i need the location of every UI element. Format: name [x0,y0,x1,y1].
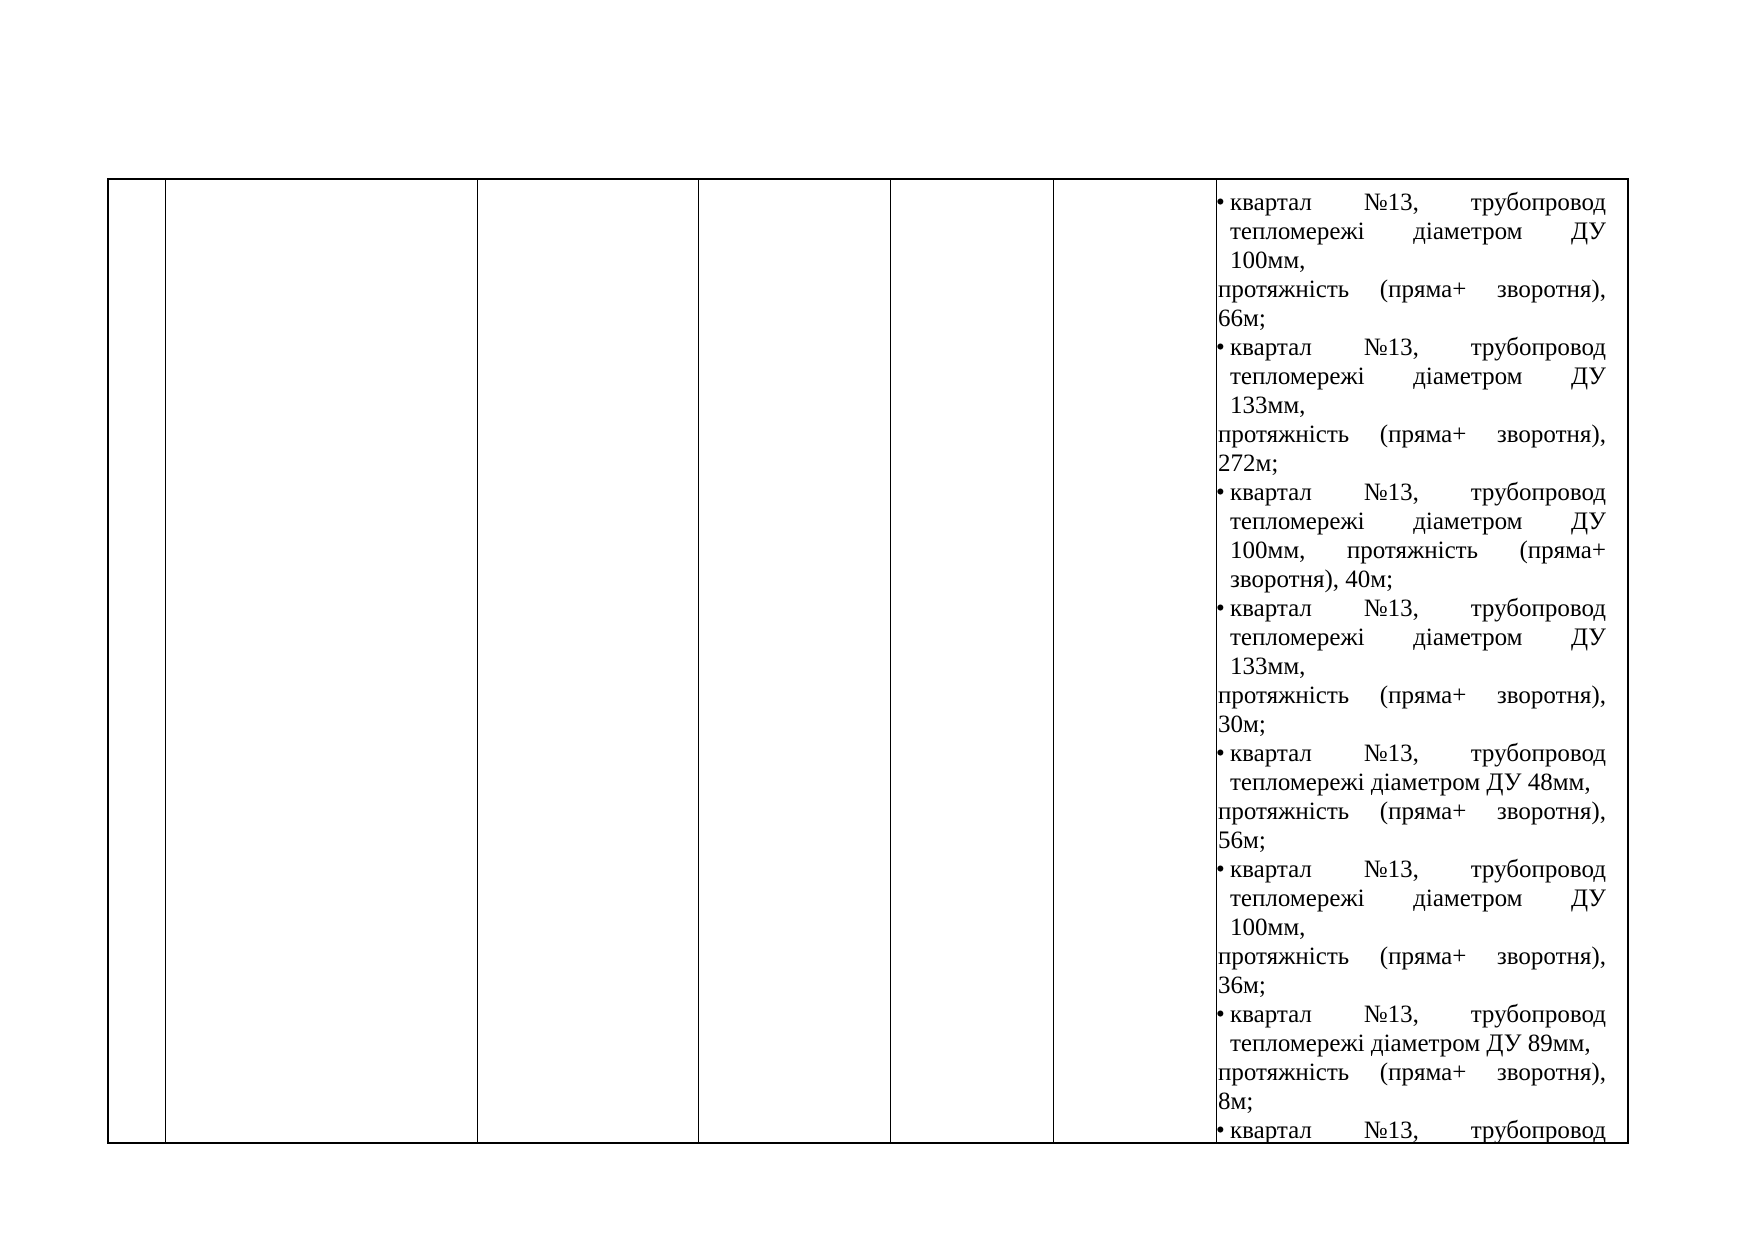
text-line [1218,1058,1606,1087]
text-line [1230,391,1606,420]
word: протяжність [1218,421,1350,448]
word: 66м; [1218,305,1266,332]
word: трубопровод [1470,479,1606,506]
word: №13, [1363,595,1419,622]
text-line [1218,942,1606,971]
word: діаметром [1413,363,1523,390]
column-divider [1053,178,1054,1144]
text-line [1218,275,1606,304]
text-line [1230,1116,1606,1145]
bullet-icon: • [1216,595,1225,622]
bullet-icon: • [1216,856,1225,883]
word: ДУ [1570,363,1606,390]
word: 100мм, [1230,537,1306,564]
word: тепломережі діаметром ДУ 48мм, [1230,769,1591,796]
text-line [1230,1029,1606,1058]
word: протяжність [1218,276,1350,303]
text-line [1230,594,1606,623]
text-line [1230,739,1606,768]
word: квартал [1230,856,1312,883]
word: квартал [1230,595,1312,622]
text-line [1230,623,1606,652]
text-line [1230,507,1606,536]
text-line [1218,681,1606,710]
bullet-icon: • [1216,189,1225,216]
list-item [1218,333,1606,478]
text-line [1230,246,1606,275]
text-line [1230,884,1606,913]
word: 133мм, [1230,392,1306,419]
word: ДУ [1570,885,1606,912]
list-item [1218,855,1606,1000]
text-line [1218,826,1606,855]
word: квартал [1230,740,1312,767]
word: квартал [1230,1117,1312,1144]
column-divider [890,178,891,1144]
word: тепломережі [1230,885,1365,912]
word: 56м; [1218,827,1266,854]
pipeline-list-cell [1218,188,1606,1145]
word: №13, [1363,189,1419,216]
word: протяжність [1218,943,1350,970]
word: зворотня), [1496,798,1606,825]
word: №13, [1363,1001,1419,1028]
word: тепломережі діаметром ДУ 89мм, [1230,1030,1591,1057]
text-line [1218,449,1606,478]
word: квартал [1230,189,1312,216]
word: квартал [1230,334,1312,361]
text-line [1218,304,1606,333]
word: протяжність [1346,537,1478,564]
text-line [1230,565,1606,594]
word: діаметром [1413,885,1523,912]
word: трубопровод [1470,1117,1606,1144]
word: 36м; [1218,972,1266,999]
word: протяжність [1218,682,1350,709]
word: (пряма+ [1519,537,1606,564]
bullet-icon: • [1216,1117,1225,1144]
word: квартал [1230,1001,1312,1028]
word: ДУ [1570,508,1606,535]
word: №13, [1363,740,1419,767]
column-divider [165,178,166,1144]
word: зворотня), [1496,943,1606,970]
word: трубопровод [1470,334,1606,361]
word: (пряма+ [1379,798,1467,825]
list-item [1218,1000,1606,1116]
word: ДУ [1570,624,1606,651]
word: 272м; [1218,450,1279,477]
word: протяжність [1218,1059,1350,1086]
word: трубопровод [1470,856,1606,883]
word: тепломережі [1230,508,1365,535]
text-line [1230,768,1606,797]
text-line [1218,971,1606,1000]
word: 30м; [1218,711,1266,738]
text-line [1230,333,1606,362]
word: тепломережі [1230,218,1365,245]
word: зворотня), [1496,682,1606,709]
text-line [1218,710,1606,739]
column-divider [477,178,478,1144]
list-item [1218,594,1606,739]
word: №13, [1363,479,1419,506]
text-line [1230,652,1606,681]
text-line [1218,420,1606,449]
word: зворотня), [1496,421,1606,448]
word: №13, [1363,1117,1419,1144]
text-line [1230,217,1606,246]
text-line [1218,797,1606,826]
word: трубопровод [1470,595,1606,622]
word: тепломережі [1230,363,1365,390]
word: ДУ [1570,218,1606,245]
word: діаметром [1413,508,1523,535]
word: зворотня), [1496,276,1606,303]
bullet-icon: • [1216,1001,1225,1028]
list-item [1218,1116,1606,1145]
word: 100мм, [1230,247,1306,274]
text-line [1230,362,1606,391]
word: трубопровод [1470,189,1606,216]
word: (пряма+ [1379,943,1467,970]
list-item [1218,478,1606,594]
text-line [1230,913,1606,942]
word: 133мм, [1230,653,1306,680]
list-item [1218,739,1606,855]
bullet-icon: • [1216,740,1225,767]
word: квартал [1230,479,1312,506]
word: 100мм, [1230,914,1306,941]
text-line [1230,1000,1606,1029]
word: (пряма+ [1379,421,1467,448]
bullet-icon: • [1216,479,1225,506]
word: зворотня), 40м; [1230,566,1394,593]
column-divider [698,178,699,1144]
word: (пряма+ [1379,682,1467,709]
word: трубопровод [1470,1001,1606,1028]
word: (пряма+ [1379,1059,1467,1086]
list-item [1218,188,1606,333]
word: тепломережі [1230,624,1365,651]
word: діаметром [1413,218,1523,245]
word: трубопровод [1470,740,1606,767]
word: протяжність [1218,798,1350,825]
text-line [1230,855,1606,884]
bullet-icon: • [1216,334,1225,361]
word: №13, [1363,334,1419,361]
word: (пряма+ [1379,276,1467,303]
word: діаметром [1413,624,1523,651]
word: №13, [1363,856,1419,883]
text-line [1218,1087,1606,1116]
word: зворотня), [1496,1059,1606,1086]
text-line [1230,478,1606,507]
text-line [1230,188,1606,217]
word: 8м; [1218,1088,1254,1115]
text-line [1230,536,1606,565]
